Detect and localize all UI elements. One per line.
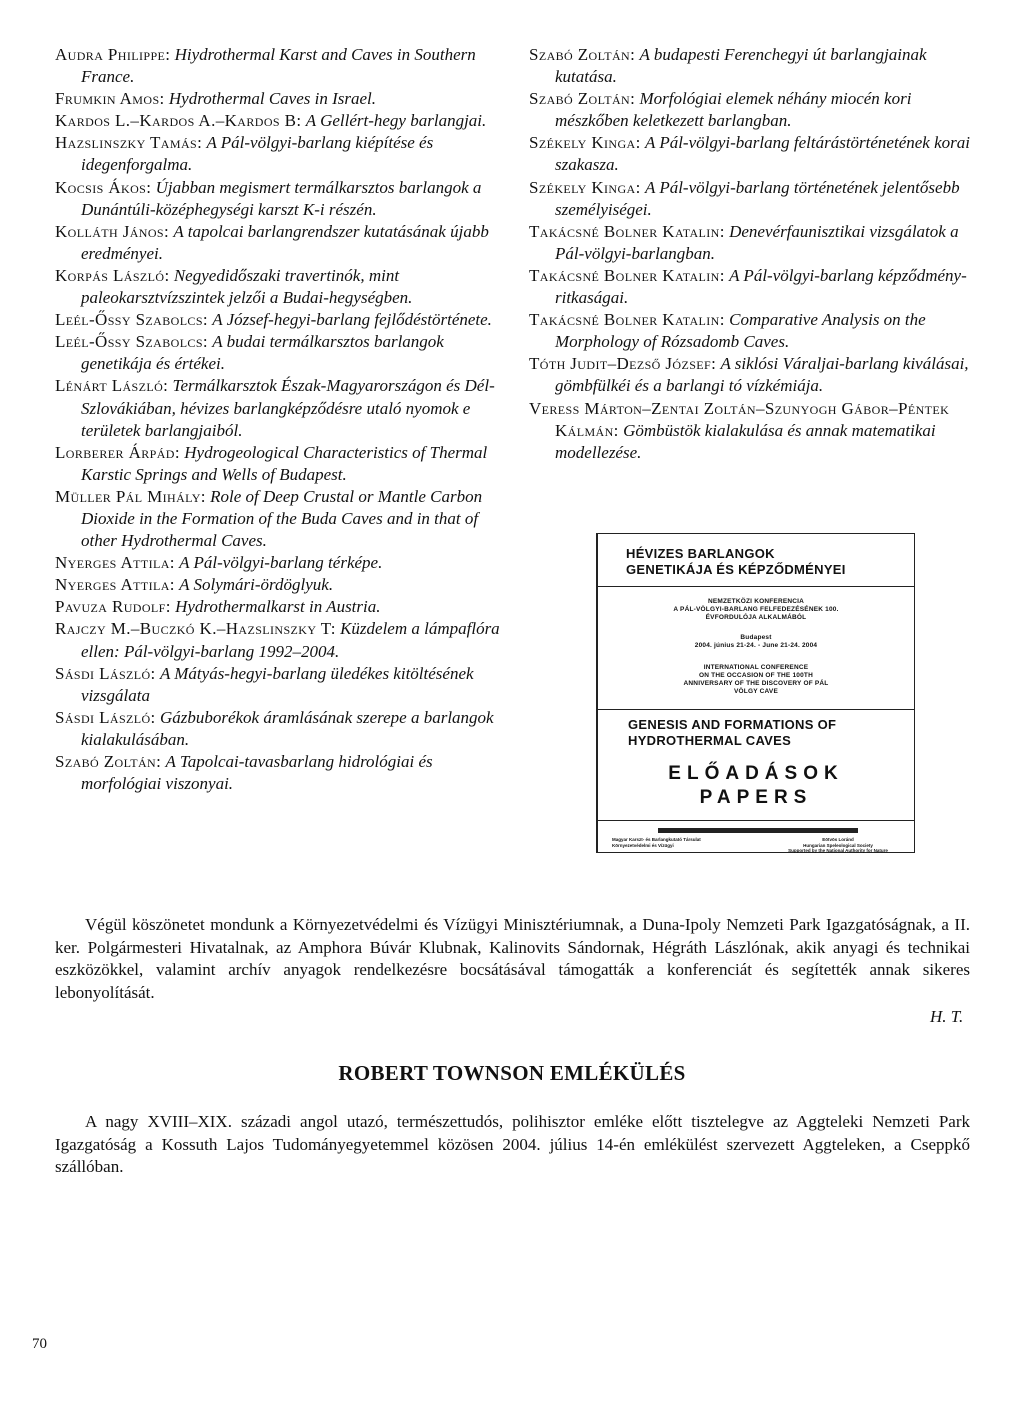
section-heading: ROBERT TOWNSON EMLÉKÜLÉS [338,1061,686,1085]
cover-hungarian-title: HÉVIZES BARLANGOK GENETIKÁJA ÉS KÉPZŐDMÉNYEI [626,546,846,577]
paper-author: Lénárt László: [55,376,169,396]
paper-title: Gömbüstök kialakulása és annak matematikai modellezése. [555,420,936,462]
paper-entry [529,221,971,265]
paper-entry [55,110,507,132]
paper-title: Negyedidőszaki travertinók, mint paleokarsztvízszintek jelzői a Budai-hegységben. [81,265,413,308]
paper-author: Rajczy M.–Buczkó K.–Hazslinszky T: [55,619,336,639]
cover-divider [598,586,914,587]
paper-author: Pavuza Rudolf: [55,597,171,617]
paper-title: A Pál-völgyi-barlang kiépítése és idegenforgalma. [81,133,434,175]
paper-list-left [55,44,507,795]
paper-author: Szabó Zoltán: [529,45,636,64]
paper-entry [55,44,507,88]
paper-author: Nyerges Attila: [55,575,175,595]
paper-title: Termálkarsztok Észak-Magyarországon és Dél-Szlovákiában, hévizes barlangképződésre utaló nyomok e területek barlangjaiból. [81,376,495,440]
paper-title: A siklósi Váraljai-barlang kiválásai, gömbfülkéi és a barlangi tó vízkémiája. [555,354,969,396]
paper-title: Újabban megismert termálkarsztos barlangok a Dunántúli-középhegységi karszt K-i részén. [81,177,482,219]
cover-hungarian-subtitle: NEMZETKÖZI KONFERENCIA A PÁL-VÖLGYI-BARLANG FELFEDEZÉSÉNEK 100. ÉVFORDULÓJA ALKALMÁBÓL [673,598,839,621]
paper-title: A Solymári-ördöglyuk. [179,575,334,595]
page-number: 70 [32,1336,47,1352]
paper-title: A Pál-völgyi-barlang történetének jelentősebb személyiségei. [555,177,960,219]
paper-entry [55,618,507,662]
paper-title: Role of Deep Crustal or Mantle Carbon Dioxide in the Formation of the Buda Caves and in that of other Hydrothermal Caves. [81,486,483,551]
paper-author: Leél-Őssy Szabolcs: [55,332,209,352]
paper-title: Denevérfaunisztikai vizsgálatok a Pál-völgyi-barlangban. [555,221,959,263]
cover-divider [598,709,914,710]
paper-entry [529,132,971,176]
paper-title: Küzdelem a lámpaflóra ellen: Pál-völgyi-barlang 1992–2004. [81,619,500,661]
paper-title: Comparative Analysis on the Morphology of Rózsadomb Caves. [555,310,926,352]
paper-title: A tapolcai barlangrendszer kutatásának újabb eredményei. [81,221,489,263]
paper-author: Kolláth János: [55,221,170,241]
paper-entry [529,398,971,464]
paper-title: A budai termálkarsztos barlangok genetikája és értékei. [81,332,444,374]
paper-author: Veress Márton–Zentai Zoltán–Szunyogh Gábor–Péntek Kálmán: [529,398,950,440]
paper-author: Leél-Őssy Szabolcs: [55,310,209,330]
paper-author: Kardos L.–Kardos A.–Kardos B: [55,111,302,131]
paper-author: Szabó Zoltán: [529,89,636,109]
cover-papers: PAPERS [699,787,813,808]
paper-author: Szabó Zoltán: [55,752,162,771]
section-paragraph: A nagy XVIII–XIX. századi angol utazó, természettudós, polihisztor emléke előtt tisztelegve az Aggteleki Nemzeti Park Igazgatóság a Kossuth Lajos Tudományegyetemmel közösen 2004. július 14-én emlékülést szervezett Aggteleken, a Cseppkő szállóban. [55,1112,970,1176]
paper-entry [55,663,507,707]
paper-author: Audra Philippe: [55,45,171,64]
paper-author: Székely Kinga: [529,177,641,197]
paper-entry [55,221,507,265]
paper-title: Morfológiai elemek néhány miocén kori mészkőben keletkezett barlangban. [555,89,912,131]
paper-title: Hydrothermal Caves in Israel. [168,89,377,109]
sponsor-logo-bar [658,828,858,833]
paper-entry [55,596,507,618]
paper-title: A József-hegyi-barlang fejlődéstörténete. [212,310,492,330]
paper-entry [55,442,507,486]
paper-entry [55,574,507,596]
paper-entry [55,177,507,221]
paper-entry [55,265,507,309]
paper-entry [529,88,971,132]
paper-author: Kocsis Ákos: [55,177,152,197]
paper-author: Lorberer Árpád: [55,442,180,462]
cover-english-subtitle: INTERNATIONAL CONFERENCE ON THE OCCASION OF THE 100TH ANNIVERSARY OF THE DISCOVERY OF PÁL VÖLGY CAVE [683,664,829,695]
cover-eloadasok: ELŐADÁSOK [668,763,844,784]
cover-footer-left: Magyar Karszt- és Barlangkutató Társulat Környezetvédelmi és Vízügyi [612,837,701,848]
conference-cover-image [596,533,915,853]
paper-entry [529,44,971,88]
paper-entry [55,375,507,441]
paper-author: Takácsné Bolner Katalin: [529,265,725,285]
paper-entry [55,486,507,552]
paper-entry [55,552,507,574]
paper-author: Hazslinszky Tamás: [55,133,203,153]
cover-place-date: Budapest 2004. június 21-24. - June 21-24. 2004 [694,634,818,649]
paper-entry [55,751,507,795]
paper-author: Nyerges Attila: [55,553,175,573]
paper-author: Frumkin Amos: [55,89,165,109]
paper-entry [529,353,971,397]
paper-author: Tóth Judit–Dezső József: [529,354,717,374]
paper-entry [55,707,507,751]
paper-title: A Pál-völgyi-barlang feltárástörténetének korai szakasza. [555,133,970,175]
cover-footer-right: Eötvös Loránd Hungarian Speleological Society Supported by the National Authority for Nature [788,837,888,853]
paper-entry [529,265,971,309]
cover-english-title: GENESIS AND FORMATIONS OF HYDROTHERMAL CAVES [628,717,837,748]
paper-entry [55,331,507,375]
paper-author: Takácsné Bolner Katalin: [529,310,725,330]
paper-title: Hydrogeological Characteristics of Thermal Karstic Springs and Wells of Budapest. [81,442,488,484]
paper-title: A Pál-völgyi-barlang képződmény-ritkaságai. [555,265,967,308]
paper-title: A Gellért-hegy barlangjai. [305,111,487,131]
paper-title: A Tapolcai-tavasbarlang hidrológiai és morfológiai viszonyai. [81,752,433,794]
paper-title: A Mátyás-hegyi-barlang üledékes kitöltésének vizsgálata [81,663,474,705]
paper-author: Sásdi László: [55,707,156,727]
paper-title: A Pál-völgyi-barlang térképe. [179,553,383,573]
paper-author: Korpás László: [55,265,170,285]
paper-author: Takácsné Bolner Katalin: [529,221,725,241]
paper-title: Hydrothermalkarst in Austria. [175,597,381,617]
paper-entry [55,132,507,176]
paper-author: Sásdi László: [55,663,156,683]
paper-entry [55,88,507,110]
paper-title: A budapesti Ferenchegyi út barlangjainak kutatása. [555,45,927,87]
paper-author: Müller Pál Mihály: [55,486,206,506]
paper-entry [529,177,971,221]
paper-entry [529,309,971,353]
paper-title: Gázbuborékok áramlásának szerepe a barlangok kialakulásában. [81,707,494,749]
acknowledgement-paragraph: Végül köszönetet mondunk a Környezetvédelmi és Vízügyi Minisztériumnak, a Duna-Ipoly Nemzeti Park Igazgatóságnak, a II. ker. Polgármesteri Hivatalnak, az Amphora Búvár Klubnak, Kalinovits Sándornak, Hégráth Lászlónak, akik anyagi és technikai eszközökkel, valamint archív anyagok rendelkezésre bocsátásával támogatták a konferenciát és segítették annak sikeres lebonyolítását. [55,915,970,1002]
paper-title: Hiydrothermal Karst and Caves in Southern France. [81,45,476,87]
paper-list-right [529,44,971,464]
paper-entry [55,309,507,331]
cover-divider [598,820,914,821]
paper-author: Székely Kinga: [529,133,641,153]
signature: H. T. [930,1007,964,1026]
